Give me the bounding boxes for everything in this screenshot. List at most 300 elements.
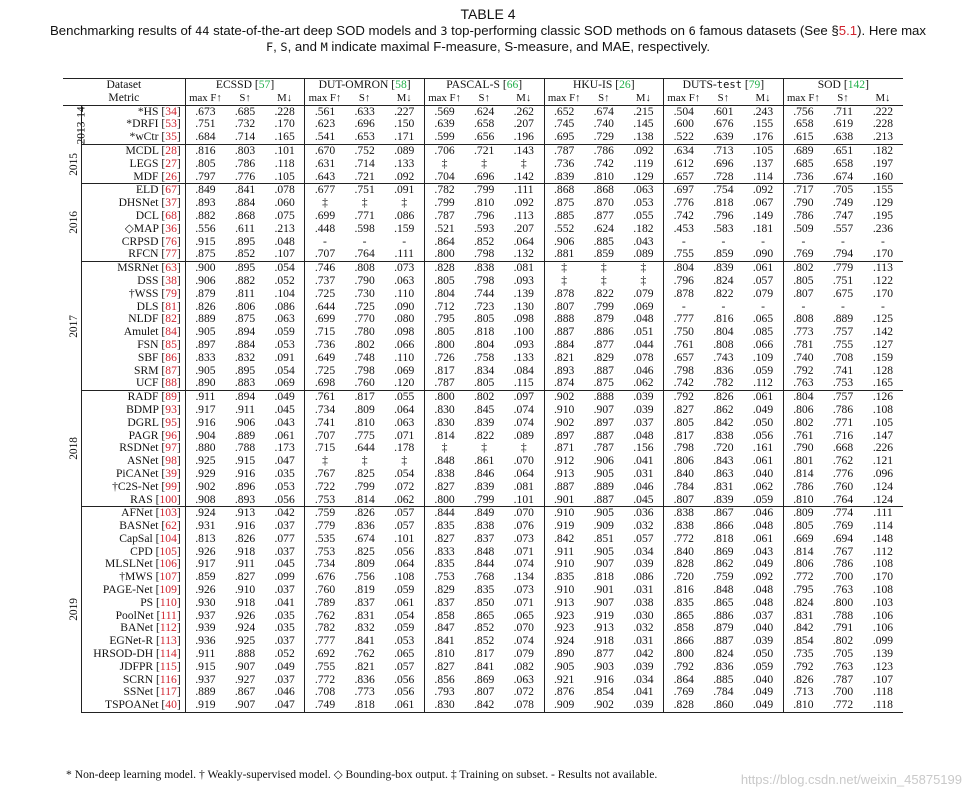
metric-value: .048 (633, 312, 654, 326)
metric-value: .653 (345, 131, 385, 144)
model-citation[interactable]: 79 (165, 286, 177, 300)
metric-value: .884 (234, 337, 256, 351)
metric-value: .850 (474, 595, 495, 609)
metric-value: .841 (354, 634, 375, 648)
metric-value: .852 (225, 248, 265, 261)
metric-value: .911 (235, 402, 255, 416)
metric-value: .798 (664, 365, 704, 378)
metric-value: .108 (872, 402, 894, 416)
model-citation[interactable]: 35 (165, 130, 177, 144)
metric-value: .071 (394, 428, 415, 442)
metric-value: .723 (474, 299, 495, 313)
metric-value: .624 (474, 104, 495, 118)
metric-value: .876 (544, 686, 584, 699)
metric-value: .134 (513, 570, 534, 584)
metric-value: .889 (832, 312, 854, 326)
metric-value: .837 (474, 531, 495, 545)
model-citation[interactable]: 89 (165, 390, 177, 404)
metric-value: .862 (713, 557, 734, 571)
metric-value: .790 (783, 197, 823, 210)
metric-value: .804 (664, 262, 704, 275)
metric-value: .736 (305, 339, 345, 352)
metric-value: .714 (354, 156, 375, 170)
metric-value: .746 (305, 262, 345, 275)
metric-value: .838 (474, 261, 495, 275)
metric-value: .839 (474, 479, 495, 493)
metric-value: .161 (752, 441, 774, 455)
metric-value: .796 (474, 208, 495, 222)
metric-value: .793 (424, 686, 464, 699)
model-citation[interactable]: 115 (159, 659, 177, 673)
metric-value: .082 (513, 659, 534, 673)
caption-text: Benchmarking results of 44 state-of-the-art deep SOD models and 3 top-performing classic SOD methods on 6 famous datasets (See §5.1). Here max F, S, and M indicate maximal F-measure, S-measure, and MAE, respectively. (50, 23, 926, 54)
metric-value: .535 (305, 533, 345, 546)
metric-value: .085 (752, 325, 774, 339)
metric-value: .735 (783, 648, 823, 661)
metric-value: .057 (752, 273, 774, 287)
metric-value: .061 (752, 390, 774, 404)
metric-value: .865 (713, 595, 734, 609)
metric-value: .050 (752, 415, 774, 429)
metric-value: .721 (345, 171, 385, 184)
model-citation[interactable]: 62 (165, 519, 177, 533)
metric-value: .099 (274, 570, 295, 584)
metric-value: .725 (354, 299, 375, 313)
metric-value: .911 (544, 546, 584, 559)
metric-header: M↓ (743, 92, 783, 105)
model-citation[interactable]: 99 (165, 479, 177, 493)
metric-value: .806 (783, 404, 823, 417)
metric-value: .741 (305, 417, 345, 430)
metric-value: .810 (354, 415, 375, 429)
metric-value: .113 (513, 208, 534, 222)
metric-value: .875 (185, 248, 225, 261)
metric-value: .774 (832, 506, 854, 520)
metric-value: .805 (424, 275, 464, 288)
metric-value: .067 (752, 196, 774, 210)
metric-value: .092 (385, 171, 425, 184)
metric-value: .763 (832, 659, 854, 673)
metric-value: .113 (873, 261, 893, 275)
metric-value: .041 (274, 595, 295, 609)
metric-value: .038 (633, 595, 654, 609)
metric-value: .887 (544, 481, 584, 494)
model-citation[interactable]: 105 (159, 544, 177, 558)
metric-value: .049 (743, 699, 783, 712)
metric-value: .786 (832, 557, 854, 571)
model-citation[interactable]: 76 (165, 234, 177, 248)
metric-value: .880 (185, 442, 225, 455)
model-citation[interactable]: 98 (165, 454, 177, 468)
model-name: *HS [34] (81, 105, 185, 118)
metric-value: .894 (234, 325, 256, 339)
model-citation[interactable]: 114 (159, 647, 177, 661)
metric-value: .118 (873, 685, 893, 699)
model-name: DCL [68] (81, 210, 185, 223)
metric-value: .895 (234, 234, 256, 248)
metric-value: .047 (274, 454, 295, 468)
metric-value: .031 (633, 583, 654, 597)
model-citation[interactable]: 100 (159, 492, 177, 506)
model-name: PoolNet [111] (81, 610, 185, 623)
metric-value: - (841, 234, 845, 248)
metric-value: .822 (713, 286, 734, 300)
model-citation[interactable]: 67 (165, 183, 177, 197)
metric-value: .894 (234, 390, 256, 404)
dataset-header: PASCAL-S [66] (424, 79, 544, 92)
metric-value: .170 (872, 286, 894, 300)
metric-value: .726 (424, 352, 464, 365)
metric-value: .713 (783, 686, 823, 699)
metric-value: .881 (544, 248, 584, 261)
metric-value: .787 (424, 377, 464, 390)
dataset-citation[interactable]: 26 (619, 78, 631, 91)
metric-value: .800 (424, 494, 464, 507)
metric-value: .689 (783, 144, 823, 157)
benchmark-table (63, 78, 903, 713)
model-citation[interactable]: 28 (165, 143, 177, 157)
metric-value: .097 (513, 390, 534, 404)
metric-value: .926 (185, 584, 225, 597)
metric-value: .046 (633, 363, 654, 377)
table-row (63, 417, 903, 430)
model-citation[interactable]: 116 (159, 672, 177, 686)
metric-value: .787 (424, 210, 464, 223)
metric-value: .755 (832, 337, 854, 351)
metric-value: .078 (274, 183, 295, 197)
metric-value: .099 (872, 634, 894, 648)
metric-value: .794 (823, 248, 863, 261)
metric-value: .859 (703, 248, 743, 261)
metric-value: .112 (743, 377, 783, 390)
metric-value: .042 (633, 647, 654, 661)
metric-value: .843 (713, 454, 734, 468)
metric-value: .781 (783, 339, 823, 352)
metric-value: ‡ (424, 158, 464, 171)
model-citation[interactable]: 81 (165, 299, 177, 313)
metric-value: .866 (713, 519, 734, 533)
model-citation[interactable]: 110 (159, 595, 177, 609)
metric-value: .051 (633, 325, 654, 339)
model-citation[interactable]: 38 (165, 273, 177, 287)
model-citation[interactable]: 77 (165, 247, 177, 261)
model-citation[interactable]: 93 (165, 402, 177, 416)
model-name: SSNet [117] (81, 686, 185, 699)
model-citation[interactable]: 97 (165, 441, 177, 455)
metric-value: .633 (354, 104, 375, 118)
metric-value: .107 (872, 672, 894, 686)
metric-value: .556 (185, 223, 225, 236)
metric-value: .052 (274, 647, 295, 661)
metric-value: .828 (664, 699, 704, 712)
model-citation[interactable]: 106 (159, 557, 177, 571)
metric-value: .061 (385, 699, 425, 712)
metric-value: .064 (513, 234, 534, 248)
metric-value: .897 (185, 339, 225, 352)
model-name: DLS [81] (81, 301, 185, 314)
metric-value: .037 (274, 672, 295, 686)
dataset-citation[interactable]: 79 (748, 78, 761, 91)
metric-value: .593 (474, 221, 495, 235)
dataset-name: SOD (817, 78, 841, 91)
metric-value: .159 (394, 221, 415, 235)
metric-value: .061 (752, 531, 774, 545)
dataset-citation[interactable]: 66 (506, 78, 519, 91)
metric-value: .037 (274, 583, 295, 597)
metric-value: .049 (274, 659, 295, 673)
metric-value: .053 (274, 337, 295, 351)
metric-value: .098 (394, 325, 415, 339)
metric-value: .753 (305, 494, 345, 507)
model-citation[interactable]: 40 (165, 698, 177, 712)
metric-value: .816 (664, 584, 704, 597)
metric-value: .734 (305, 404, 345, 417)
metric-value: .725 (305, 288, 345, 301)
metric-value: .685 (783, 158, 823, 171)
model-citation[interactable]: 63 (165, 261, 177, 275)
metric-value: .069 (394, 363, 415, 377)
metric-value: .836 (713, 363, 734, 377)
model-citation[interactable]: 36 (165, 221, 177, 235)
metric-value: .066 (394, 337, 415, 351)
model-name: CapSal [104] (81, 533, 185, 546)
metric-value: .704 (424, 171, 464, 184)
metric-value: .143 (513, 143, 534, 157)
metric-value: .142 (504, 171, 544, 184)
model-citation[interactable]: 112 (159, 621, 177, 635)
metric-value: .860 (703, 699, 743, 712)
model-name: DGRL [95] (81, 417, 185, 430)
metric-value: .874 (544, 377, 584, 390)
model-citation[interactable]: 88 (165, 376, 177, 390)
metric-value: .181 (752, 221, 774, 235)
model-citation[interactable]: 82 (165, 312, 177, 326)
metric-value: .070 (513, 454, 534, 468)
metric-value: .090 (394, 299, 415, 313)
model-citation[interactable]: 117 (159, 685, 177, 699)
metric-value: ‡ (305, 455, 345, 468)
model-name: HRSOD-DH [114] (81, 648, 185, 661)
metric-value: .937 (185, 674, 225, 687)
metric-value: .866 (664, 635, 704, 648)
model-citation[interactable]: 68 (165, 208, 177, 222)
model-citation[interactable]: 113 (159, 634, 177, 648)
model-citation[interactable]: 109 (159, 583, 177, 597)
metric-value: .882 (234, 273, 256, 287)
metric-value: .831 (783, 610, 823, 623)
metric-value: .879 (713, 621, 734, 635)
metric-value: .931 (185, 520, 225, 533)
metric-value: .787 (593, 441, 614, 455)
metric-value: .657 (664, 171, 704, 184)
metric-value: .736 (783, 171, 823, 184)
metric-value: .902 (185, 481, 225, 494)
model-citation[interactable]: 85 (165, 337, 177, 351)
metric-value: .840 (664, 468, 704, 481)
metric-value: .818 (713, 531, 734, 545)
metric-value: .835 (474, 583, 495, 597)
metric-value: .039 (633, 557, 654, 571)
metric-value: .810 (783, 699, 823, 712)
metric-value: .841 (424, 635, 464, 648)
dataset-citation[interactable]: 58 (395, 78, 407, 91)
metric-value: .936 (185, 635, 225, 648)
model-citation[interactable]: 96 (165, 428, 177, 442)
metric-value: .886 (713, 608, 734, 622)
model-citation[interactable]: 27 (165, 156, 177, 170)
model-name: Amulet [84] (81, 326, 185, 339)
metric-value: ‡ (305, 197, 345, 210)
metric-value: .905 (544, 661, 584, 674)
metric-value: .644 (305, 301, 345, 314)
metric-value: .806 (783, 558, 823, 571)
metric-value: .037 (274, 519, 295, 533)
metric-value: .828 (424, 262, 464, 275)
metric-header: M↓ (385, 92, 425, 105)
model-citation[interactable]: 34 (165, 104, 177, 118)
metric-value: .644 (354, 441, 375, 455)
metric-value: .790 (783, 442, 823, 455)
model-citation[interactable]: 95 (165, 415, 177, 429)
metric-value: .848 (424, 455, 464, 468)
metric-value: .150 (394, 117, 415, 131)
model-citation[interactable]: 39 (165, 466, 177, 480)
metric-value: .108 (872, 583, 894, 597)
metric-value: .062 (752, 479, 774, 493)
metric-value: .697 (664, 184, 704, 197)
metric-value: .059 (394, 621, 415, 635)
metric-value: .840 (664, 546, 704, 559)
metric-value: - (881, 299, 885, 313)
metric-value: .063 (513, 672, 534, 686)
metric-value: .918 (593, 634, 614, 648)
metric-value: .081 (513, 479, 534, 493)
section-link[interactable]: 5.1 (838, 23, 858, 38)
metric-value: .639 (703, 131, 743, 144)
table-row (63, 223, 903, 236)
metric-value: .835 (544, 571, 584, 584)
model-name: SRM [87] (81, 365, 185, 378)
metric-value: .037 (633, 415, 654, 429)
year-text: 2013-14 (75, 106, 88, 145)
table-row (63, 533, 903, 546)
metric-value: .930 (185, 597, 225, 610)
metric-value: .773 (783, 326, 823, 339)
metric-value: .901 (593, 583, 614, 597)
year-label (63, 144, 81, 183)
metric-value: .768 (474, 570, 495, 584)
metric-value: .742 (664, 210, 704, 223)
metric-header: max F↑ (664, 92, 704, 105)
watermark: https://blog.csdn.net/weixin_45875199 (740, 772, 962, 787)
metric-value: .763 (783, 377, 823, 390)
metric-value: .100 (513, 325, 534, 339)
metric-value: .825 (354, 544, 375, 558)
metric-value: .905 (185, 365, 225, 378)
metric-value: ‡ (401, 196, 408, 210)
metric-value: .670 (305, 144, 345, 157)
metric-value: - (721, 234, 726, 248)
model-citation[interactable]: 87 (165, 363, 177, 377)
metric-value: .139 (872, 647, 894, 661)
metric-value: .079 (633, 286, 654, 300)
metric-value: .715 (305, 326, 345, 339)
metric-value: .830 (424, 417, 464, 430)
metric-value: .695 (544, 131, 584, 144)
metric-value: .043 (633, 234, 654, 248)
model-citation[interactable]: 37 (165, 196, 177, 210)
metric-value: .706 (424, 144, 464, 157)
metric-value: .120 (385, 377, 425, 390)
model-citation[interactable]: 84 (165, 325, 177, 339)
metric-value: .037 (752, 608, 774, 622)
metric-value: .170 (274, 117, 295, 131)
metric-value: .791 (832, 621, 854, 635)
model-citation[interactable]: 103 (159, 506, 177, 520)
metric-value: .839 (703, 494, 743, 507)
model-name: CRPSD [76] (81, 236, 185, 249)
year-text: 2017 (67, 314, 80, 338)
metric-value: .035 (274, 466, 295, 480)
model-citation[interactable]: 104 (159, 531, 177, 545)
metric-value: .906 (234, 415, 256, 429)
metric-value: .885 (544, 210, 584, 223)
metric-value: .867 (234, 685, 256, 699)
metric-value: .755 (664, 248, 704, 261)
year-label (63, 507, 81, 713)
metric-value: .831 (354, 608, 375, 622)
metric-value: .929 (185, 468, 225, 481)
metric-value: .910 (544, 404, 584, 417)
dataset-header: DUTS-test [79] (664, 79, 784, 92)
metric-value: .707 (305, 248, 345, 261)
model-citation[interactable]: 111 (160, 608, 177, 622)
metric-value: .890 (185, 377, 225, 390)
metric-value: .062 (385, 494, 425, 507)
metric-value: .056 (394, 685, 415, 699)
metric-value: .818 (713, 196, 734, 210)
metric-value: .878 (664, 288, 704, 301)
dataset-citation[interactable]: 57 (258, 78, 271, 91)
metric-value: .092 (633, 143, 654, 157)
metric-value: .825 (354, 466, 375, 480)
model-citation[interactable]: 53 (165, 117, 177, 131)
metric-value: .652 (544, 105, 584, 118)
metric-value: .788 (234, 441, 256, 455)
metric-value: .856 (424, 674, 464, 687)
metric-value: .227 (394, 104, 415, 118)
metric-value: .814 (783, 546, 823, 559)
metric-value: .032 (633, 621, 654, 635)
metric-value: .818 (345, 699, 385, 712)
metric-value: .761 (305, 391, 345, 404)
metric-value: .156 (633, 441, 654, 455)
metric-value: .800 (424, 339, 464, 352)
metric-value: .115 (504, 377, 544, 390)
table-footnote: * Non-deep learning model. † Weakly-supervised model. ◇ Bounding-box output. ‡ Training on subset. - Results not available. (66, 768, 658, 781)
model-name: PAGE-Net [109] (81, 584, 185, 597)
metric-value: .814 (345, 494, 385, 507)
model-citation[interactable]: 107 (159, 570, 177, 584)
metric-value: .557 (832, 221, 854, 235)
metric-value: .888 (544, 313, 584, 326)
dataset-citation[interactable]: 142 (847, 78, 866, 91)
metric-value: .800 (832, 595, 854, 609)
metric-value: .761 (664, 339, 704, 352)
model-citation[interactable]: 26 (165, 169, 177, 183)
model-citation[interactable]: 86 (165, 350, 177, 364)
table-row (63, 377, 903, 390)
